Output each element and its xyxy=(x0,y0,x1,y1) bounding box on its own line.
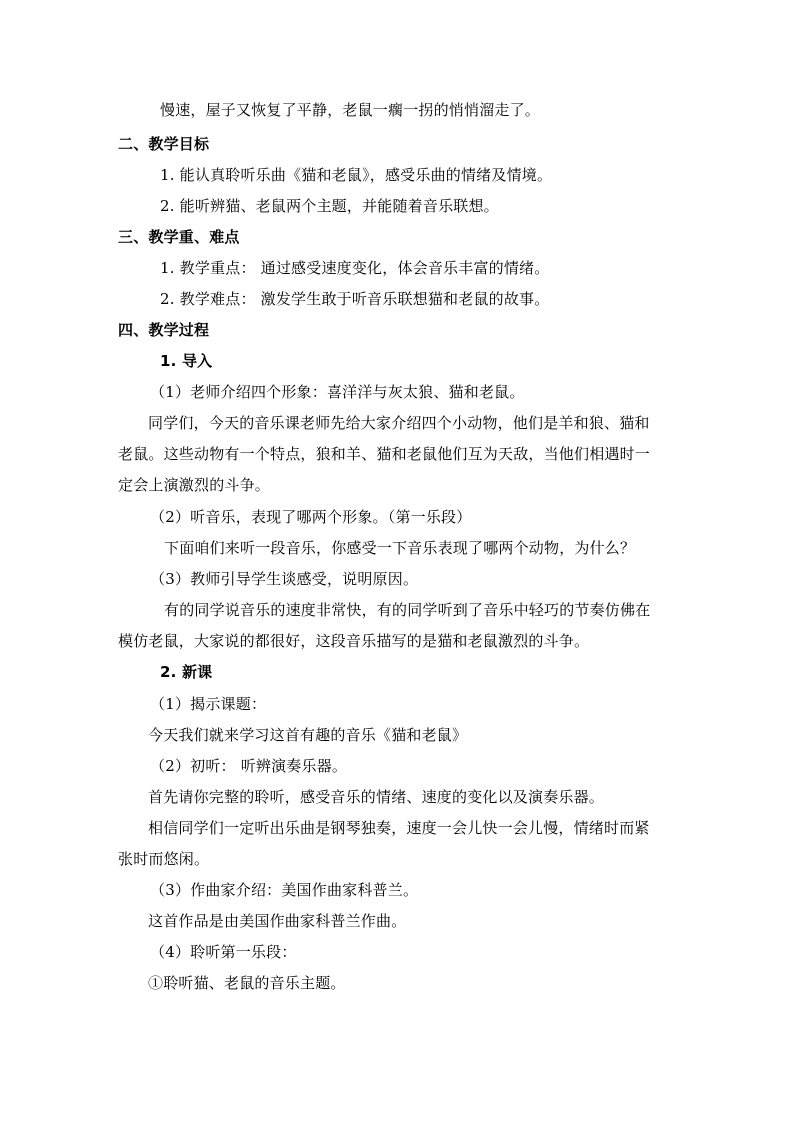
paragraph-line: （1）老师介绍四个形象：喜洋洋与灰太狼、猫和老鼠。 xyxy=(150,383,525,401)
paragraph-line: （2）听音乐，表现了哪两个形象。（第一乐段） xyxy=(150,508,472,526)
paragraph-line: 定会上演激烈的斗争。 xyxy=(118,476,271,494)
goal-item-2: 2. 能听辨猫、老鼠两个主题，并能随着音乐联想。 xyxy=(160,197,499,215)
paragraph-line: ①聆听猫、老鼠的音乐主题。 xyxy=(148,974,346,992)
paragraph-line: 模仿老鼠，大家说的都很好，这段音乐描写的是猫和老鼠激烈的斗争。 xyxy=(118,632,590,650)
paragraph-line: 今天我们就来学习这首有趣的音乐《猫和老鼠》 xyxy=(148,726,468,744)
paragraph-line: （3）作曲家介绍：美国作曲家科普兰。 xyxy=(150,881,419,899)
paragraph-line: 这首作品是由美国作曲家科普兰作曲。 xyxy=(148,912,407,930)
paragraph-line: 首先请你完整的聆听，感受音乐的情绪、速度的变化以及演奏乐器。 xyxy=(148,788,605,806)
subsection-heading-new-lesson: 2. 新课 xyxy=(160,663,213,681)
section-heading-process: 四、教学过程 xyxy=(118,321,210,339)
paragraph-line: 相信同学们一定听出乐曲是钢琴独奏，速度一会儿快一会儿慢，情绪时而紧 xyxy=(148,819,650,837)
paragraph-line: 同学们，今天的音乐课老师先给大家介绍四个小动物，他们是羊和狼、猫和 xyxy=(148,414,650,432)
key-point-item-2: 2. 教学难点： 激发学生敢于听音乐联想猫和老鼠的故事。 xyxy=(160,290,550,308)
paragraph-line: 有的同学说音乐的速度非常快，有的同学听到了音乐中轻巧的节奏仿佛在 xyxy=(164,601,651,619)
key-point-item-1: 1. 教学重点： 通过感受速度变化，体会音乐丰富的情绪。 xyxy=(160,259,550,277)
section-heading-key-points: 三、教学重、难点 xyxy=(118,228,240,246)
section-heading-goals: 二、教学目标 xyxy=(118,135,210,153)
paragraph-line: 老鼠。这些动物有一个特点，狼和羊、猫和老鼠他们互为天敌，当他们相遇时一 xyxy=(118,445,651,463)
paragraph-line: （4）聆听第一乐段： xyxy=(150,943,297,961)
paragraph-line: （2）初听： 听辨演奏乐器。 xyxy=(150,757,348,775)
paragraph-line: （1）揭示课题： xyxy=(150,695,267,713)
goal-item-1: 1. 能认真聆听乐曲《猫和老鼠》，感受乐曲的情绪及情境。 xyxy=(160,166,553,184)
paragraph-line: 慢速，屋子又恢复了平静，老鼠一瘸一拐的悄悄溜走了。 xyxy=(160,101,541,119)
paragraph-line: （3）教师引导学生谈感受，说明原因。 xyxy=(150,570,419,588)
subsection-heading-intro: 1. 导入 xyxy=(160,352,213,370)
paragraph-line: 张时而悠闲。 xyxy=(118,850,210,868)
paragraph-line: 下面咱们来听一段音乐，你感受一下音乐表现了哪两个动物，为什么？ xyxy=(164,539,636,557)
